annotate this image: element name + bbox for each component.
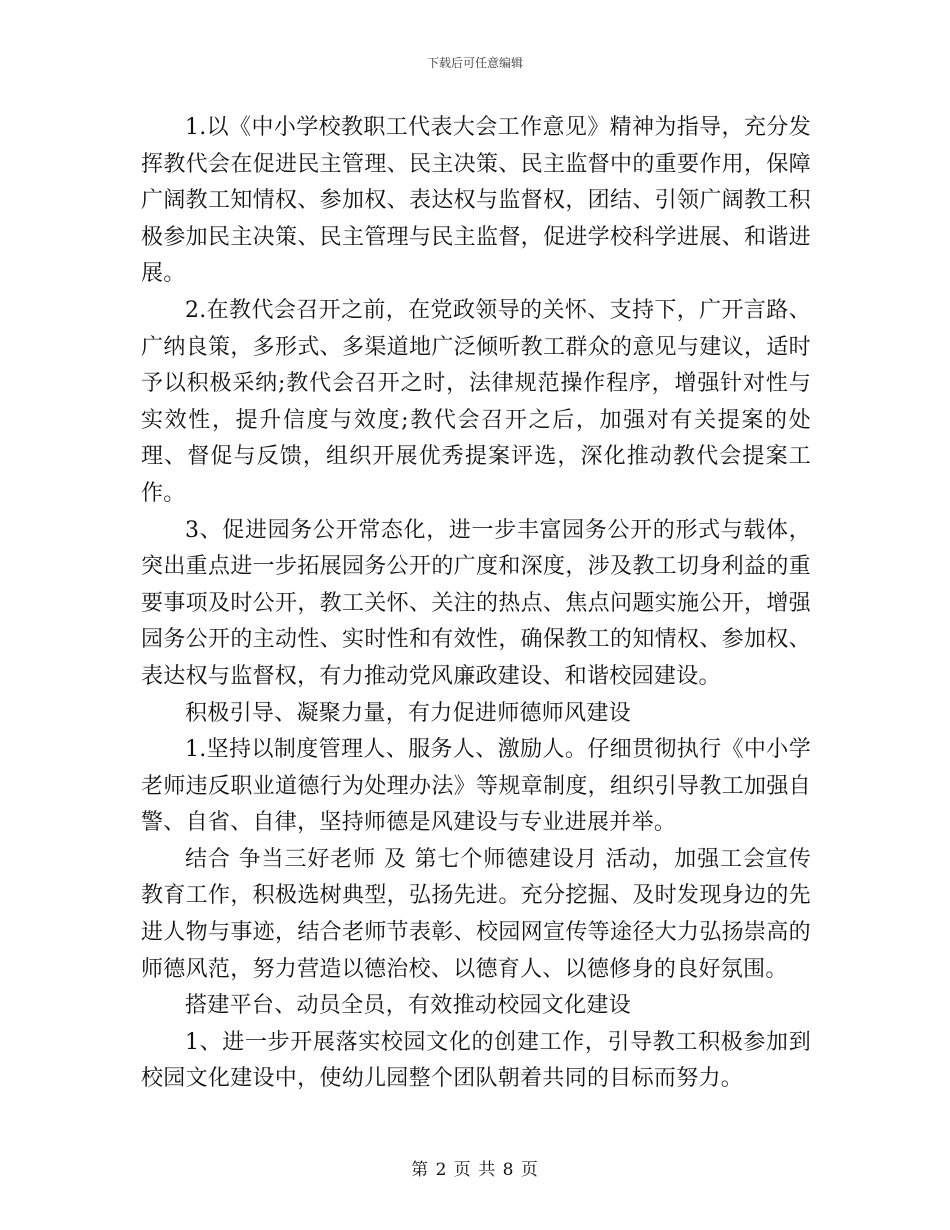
document-body [141, 110, 811, 1098]
section-heading-teacher-ethics: 积极引导、凝聚力量，有力促进师德师风建设 [185, 700, 632, 726]
paragraph-3: 3、促进园务公开常态化，进一步丰富园务公开的形式与载体，突出重点进一步拓展园务公开的广度和深度，涉及教工切身利益的重要事项及时公开，教工关怀、关注的热点、焦点问题实施公开，增强园务公开的主动性、实时性和有效性，确保教工的知情权、参加权、表达权与监督权，有力推动党风廉政建设、和谐校园建设。 [141, 517, 811, 689]
paragraph-1: 1.以《中小学校教职工代表大会工作意见》精神为指导，充分发挥教代会在促进民主管理、民主决策、民主监督中的重要作用，保障广阔教工知情权、参加权、表达权与监督权，团结、引领广阔教工积极参加民主决策、民主管理与民主监督，促进学校科学进展、和谐进展。 [141, 115, 811, 287]
section-heading-campus-culture: 搭建平台、动员全员，有效推动校园文化建设 [185, 993, 632, 1019]
paragraph-4: 1.坚持以制度管理人、服务人、激励人。仔细贯彻执行《中小学老师违反职业道德行为处理办法》等规章制度，组织引导教工加强自警、自省、自律，坚持师德是风建设与专业进展并举。 [141, 737, 811, 836]
paragraph-5: 结合 争当三好老师 及 第七个师德建设月 活动，加强工会宣传教育工作，积极选树典型，弘扬先进。充分挖掘、及时发现身边的先进人物与事迹，结合老师节表彰、校园网宣传等途径大力弘扬崇高的师德风范，努力营造以德治校、以德育人、以德修身的良好氛围。 [141, 846, 811, 982]
page-header: 下载后可任意编辑 [426, 56, 523, 70]
paragraph-2: 2.在教代会召开之前，在党政领导的关怀、支持下，广开言路、广纳良策，多形式、多渠道地广泛倾听教工群众的意见与建议，适时予以积极采纳;教代会召开之时，法律规范操作程序，增强针对性与实效性，提升信度与效度;教代会召开之后，加强对有关提案的处理、督促与反馈，组织开展优秀提案评选，深化推动教代会提案工作。 [141, 297, 811, 506]
paragraph-6: 1、进一步开展落实校园文化的创建工作，引导教工积极参加到校园文化建设中，使幼儿园整个团队朝着共同的目标而努力。 [141, 1029, 811, 1092]
page-number: 第 2 页 共 8 页 [411, 1160, 539, 1180]
